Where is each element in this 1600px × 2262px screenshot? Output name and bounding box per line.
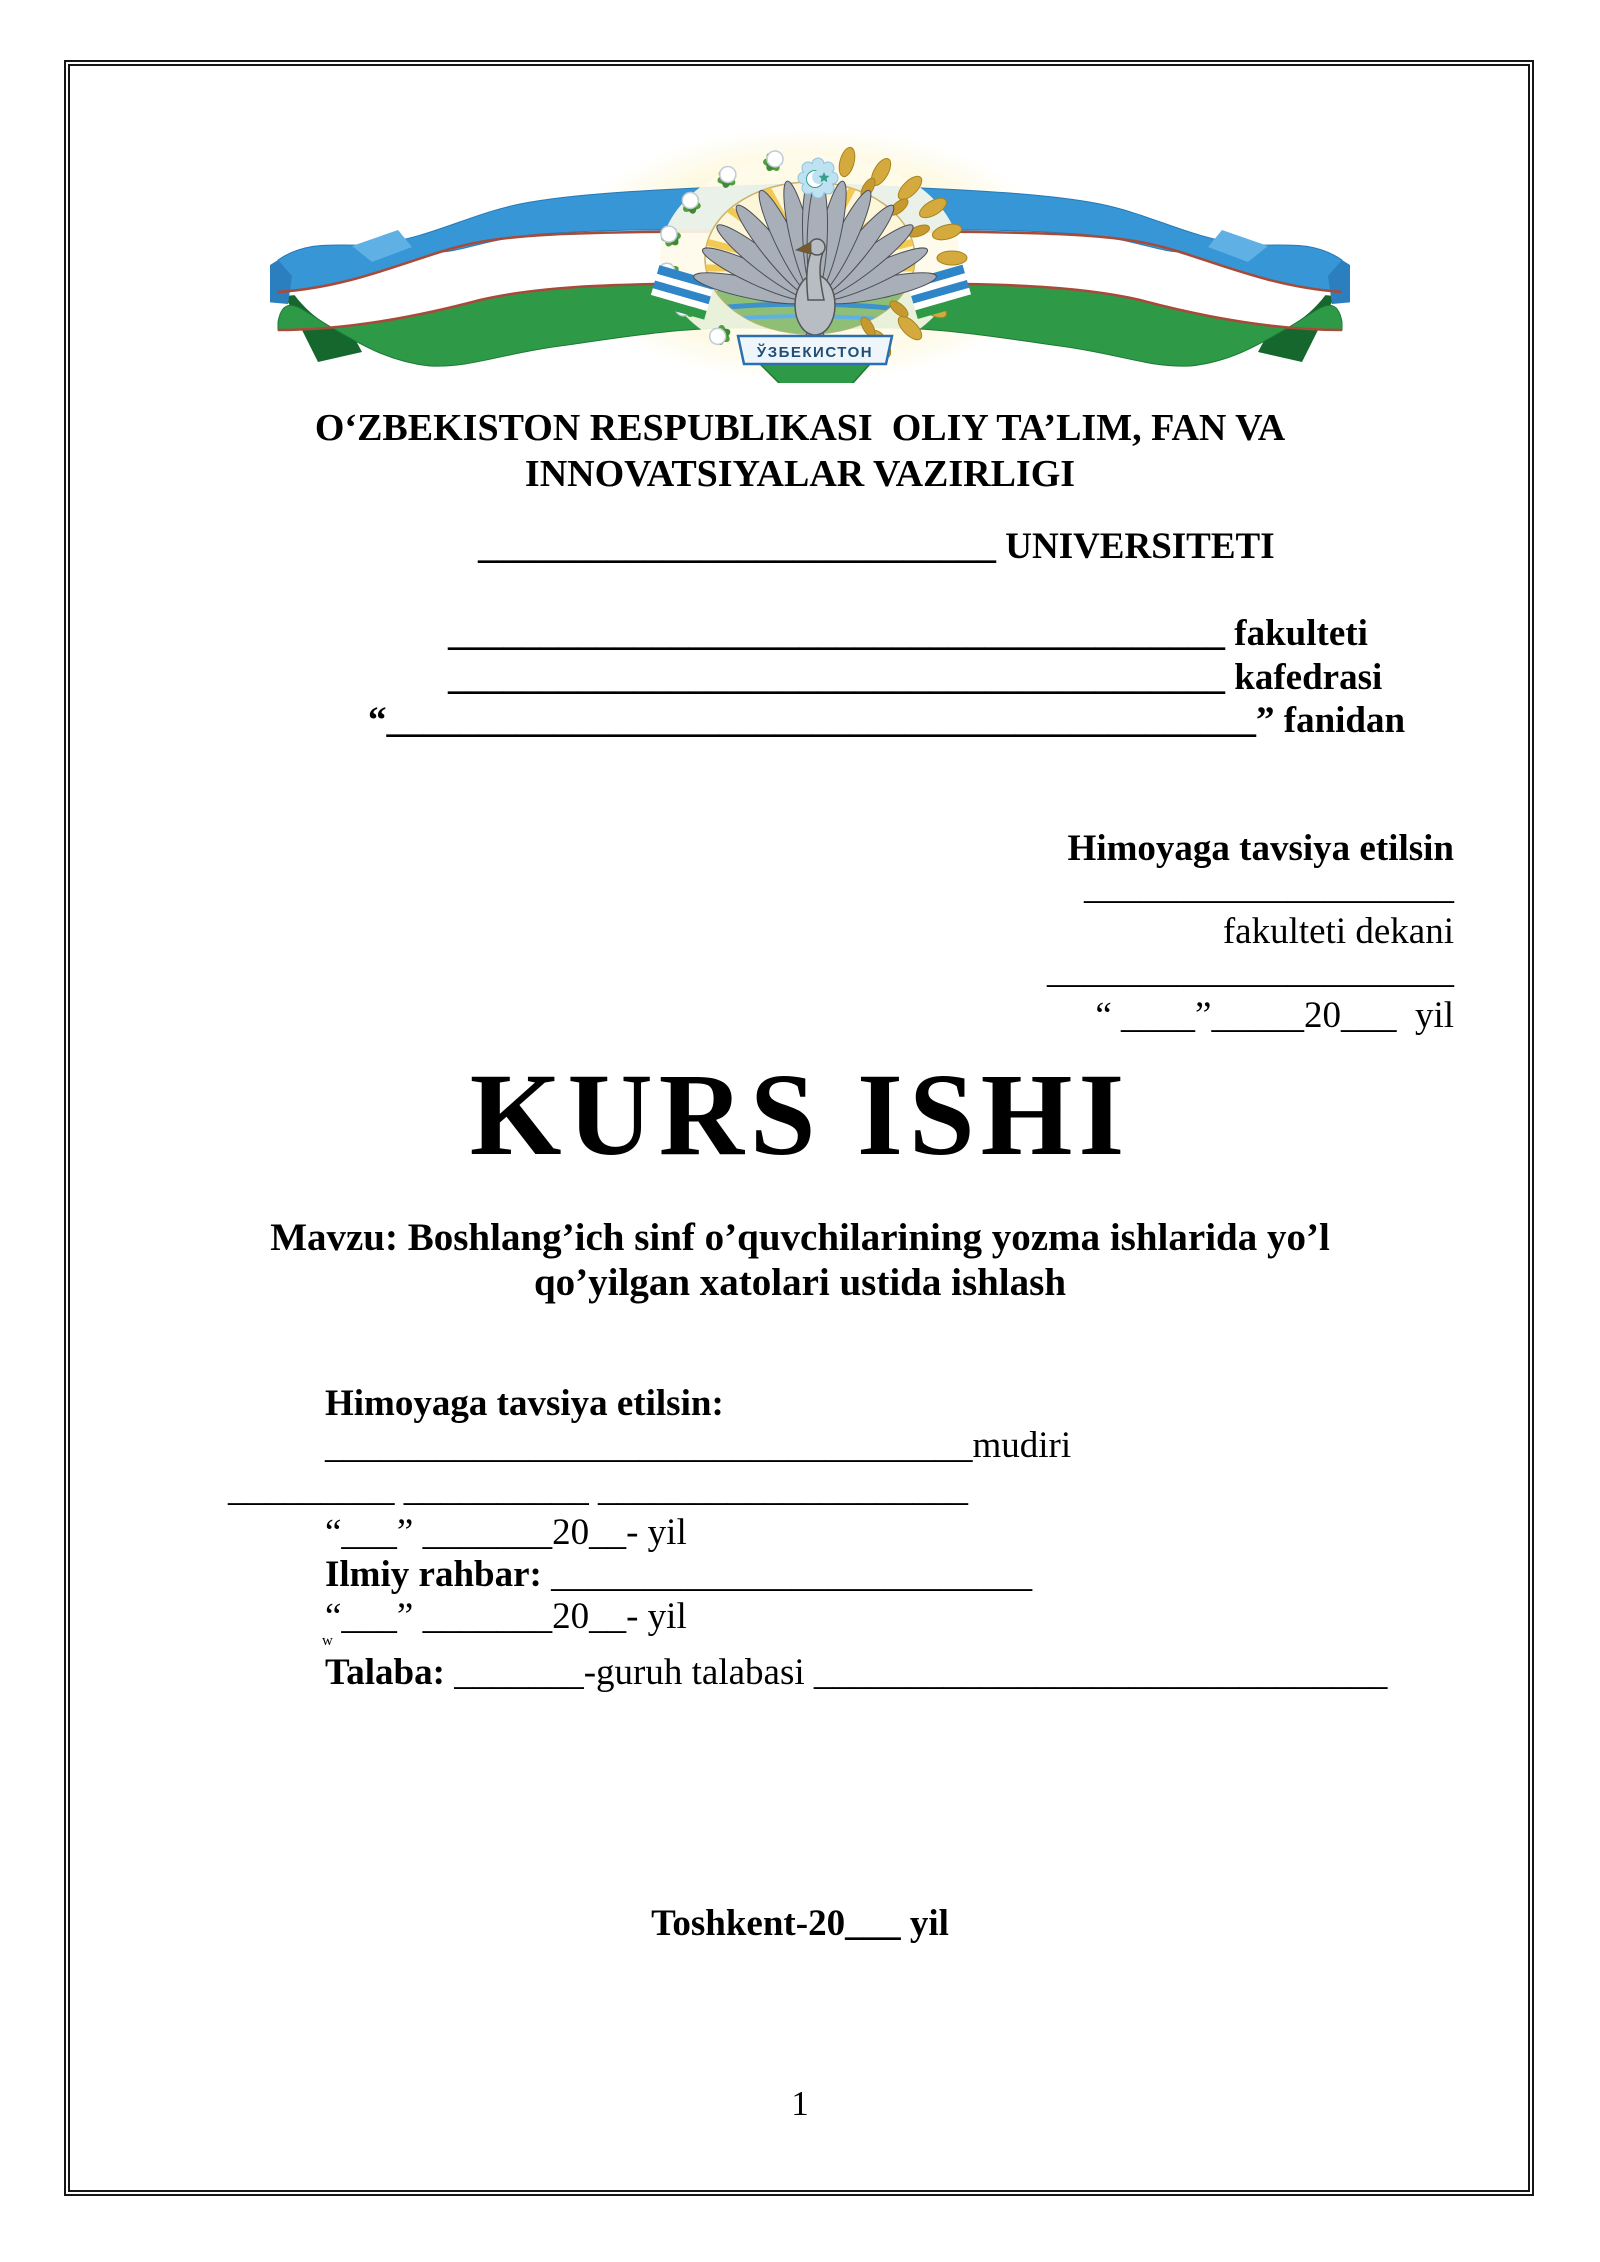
- crescent-star-icon: [798, 158, 838, 198]
- supervisor-blank: __________________________: [541, 1554, 1033, 1595]
- supervisor-line: [325, 1554, 1032, 1597]
- ministry-title-line2: INNOVATSIYALAR VAZIRLIGI: [524, 453, 1076, 495]
- ministry-title-line1: O‘ZBEKISTON RESPUBLIKASI OLIY TA’LIM, FAN VA: [314, 407, 1286, 449]
- department-blank-line: __________________________________________ kafedrasi: [448, 657, 1383, 698]
- approval-right-blank2: ______________________: [1047, 950, 1454, 991]
- topic-line1: Mavzu: Boshlang’ich sinf o’quvchilarining yozma ishlarida yo’l: [270, 1216, 1330, 1259]
- uzbekistan-flag-emblem-banner: [270, 133, 1350, 383]
- subject-blank-line: “_______________________________________________” fanidan: [368, 700, 1406, 741]
- mudiri-blank-line: ___________________________________mudiri: [325, 1425, 1072, 1466]
- approval-right-blank1: ____________________: [1084, 866, 1454, 907]
- university-blank-line: ____________________________ UNIVERSITETI: [478, 526, 1275, 567]
- page-number: 1: [791, 2084, 809, 2123]
- approval-right-date: “ ____”_____20___ yil: [1095, 995, 1454, 1036]
- topic-line2: qo’yilgan xatolari ustida ishlash: [533, 1261, 1067, 1304]
- dean-label: fakulteti dekani: [1222, 911, 1454, 952]
- emblem-ribbon-text: ЎЗБЕКИСТОН: [756, 344, 874, 361]
- student-blank: _______-guruh talabasi _______________________________: [444, 1652, 1388, 1693]
- approval-left-date1: “___” _______20__- yil: [325, 1512, 687, 1553]
- student-line: [325, 1652, 1387, 1695]
- city-year-line: Toshkent-20___ yil: [651, 1903, 949, 1944]
- faculty-blank-line: __________________________________________ fakulteti: [448, 613, 1368, 654]
- approval-right-heading: Himoyaga tavsiya etilsin: [1067, 828, 1454, 869]
- stray-character: w: [322, 1633, 333, 1649]
- approval-left-date2: “___” _______20__- yil: [325, 1596, 687, 1637]
- segmented-blank-line: _________ __________ ____________________: [228, 1468, 968, 1509]
- student-label: Talaba:: [325, 1652, 445, 1693]
- supervisor-label: Ilmiy rahbar:: [325, 1554, 542, 1595]
- approval-left-heading: Himoyaga tavsiya etilsin:: [325, 1383, 724, 1424]
- course-work-title: KURS ISHI: [469, 1049, 1131, 1180]
